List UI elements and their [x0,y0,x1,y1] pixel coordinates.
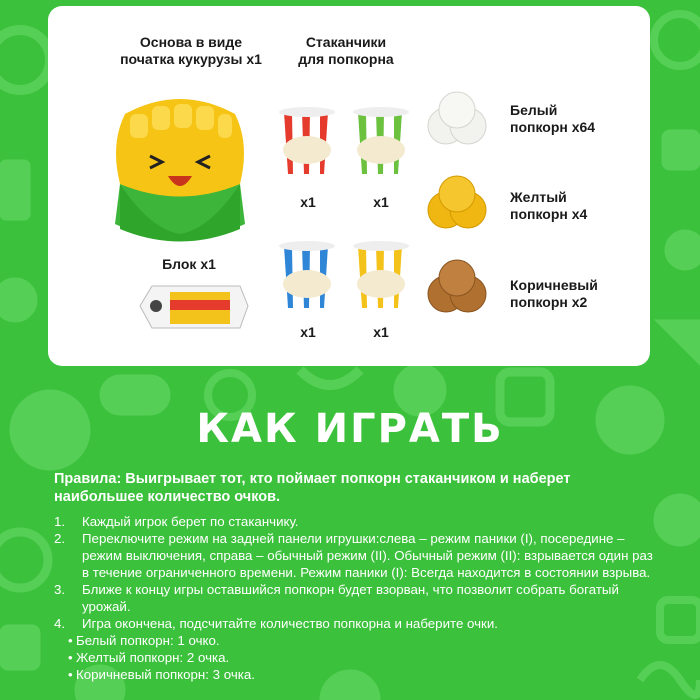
step-text: Игра окончена, подсчитайте количество попкорна и наберите очки. [82,616,499,631]
cup-yellow-qty: x1 [373,324,389,340]
step-text: Переключите режим на задней панели игрушки:слева – режим паники (I), посередине – режим выключения, справа – обычный режим (II). Обычный режим (II): взрывается один раз в течение ограниченного времени. Режим паники (I): Всегда находится в состоянии взрыва. [82,531,653,580]
score-brown: • Коричневый попкорн: 3 очка. [54,666,654,683]
cup-green [352,94,410,176]
cup-green-qty: x1 [373,194,389,210]
list-item [54,581,654,615]
step-number: 3. [54,582,66,597]
list-item [54,615,654,632]
list-item [54,530,654,581]
popcorn-white-label: Белый попкорн x64 [510,102,596,135]
cup-red-qty: x1 [300,194,316,210]
cups-label: Стаканчики для попкорна [298,34,394,67]
cup-blue-qty: x1 [300,324,316,340]
list-item [54,513,654,530]
components-card [48,6,650,366]
corn-base-image [100,84,260,244]
block-label: Блок x1 [162,256,216,272]
steps-list [54,513,654,683]
step-number: 1. [54,514,66,529]
base-label: Основа в виде початка кукурузы x1 [120,34,262,67]
popcorn-white-image [426,90,488,152]
popcorn-yellow-image [426,174,488,236]
step-text: Каждый игрок берет по стаканчику. [82,514,299,529]
popcorn-brown-image [426,258,488,320]
score-yellow: • Желтый попкорн: 2 очка. [54,649,654,666]
how-to-play-title: КАК ИГРАТЬ [196,406,504,452]
cup-blue [278,228,336,310]
step-number: 4. [54,616,66,631]
popcorn-brown-label: Коричневый попкорн x2 [510,277,598,310]
cup-yellow [352,228,410,310]
block-image [130,278,250,338]
step-text: Ближе к концу игры оставшийся попкорн будет взорван, что позволит собрать богатый урожай. [82,582,619,614]
score-white: • Белый попкорн: 1 очко. [54,632,654,649]
cup-red [278,94,336,176]
step-number: 2. [54,531,66,546]
rules-text: Правила: Выигрывает тот, кто поймает попкорн стаканчиком и наберет наибольшее количество очков. [54,471,571,505]
popcorn-yellow-label: Желтый попкорн x4 [510,189,588,222]
